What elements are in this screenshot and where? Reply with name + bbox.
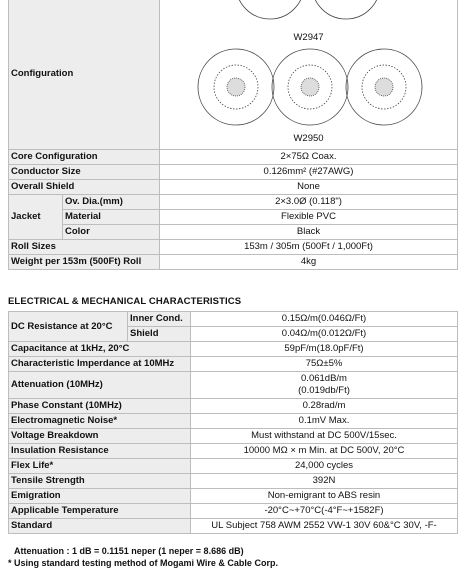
conductor-size-value: 0.126mm² (#27AWG) bbox=[160, 165, 457, 179]
roll-sizes-value: 153m / 305m (500Ft / 1,000Ft) bbox=[160, 240, 457, 254]
phase-constant-label: Phase Constant (10MHz) bbox=[9, 399, 190, 413]
em-noise-label: Electromagnetic Noise* bbox=[9, 414, 190, 428]
jacket-label: Jacket bbox=[9, 195, 62, 239]
insulation-resistance-label: Insulation Resistance bbox=[9, 444, 190, 458]
table-row bbox=[9, 342, 457, 356]
cable-cross-sections bbox=[160, 0, 457, 149]
table-row bbox=[9, 195, 457, 209]
attenuation-label: Attenuation (10MHz) bbox=[9, 372, 190, 398]
voltage-breakdown-label: Voltage Breakdown bbox=[9, 429, 190, 443]
standard-label: Standard bbox=[9, 519, 190, 533]
capacitance-label: Capacitance at 1kHz, 20°C bbox=[9, 342, 190, 356]
table-row bbox=[9, 474, 457, 488]
insulation-resistance-value: 10000 MΩ × m Min. at DC 500V, 20°C bbox=[191, 444, 457, 458]
table-row bbox=[9, 414, 457, 428]
table-row bbox=[9, 459, 457, 473]
cable-code-w2950: W2950 bbox=[293, 133, 324, 144]
configuration-table bbox=[8, 0, 458, 270]
table-row bbox=[9, 489, 457, 503]
standard-value: UL Subject 758 AWM 2552 VW-1 30V 60&°C 30V, -F- bbox=[191, 519, 457, 533]
configuration-label: Configuration bbox=[9, 0, 159, 149]
cable-code-w2947: W2947 bbox=[293, 32, 324, 43]
table-row bbox=[9, 399, 457, 413]
table-row bbox=[9, 444, 457, 458]
w2947-cable-drawing bbox=[236, 0, 380, 19]
color-label: Color bbox=[63, 225, 159, 239]
w2950-cable-drawing bbox=[198, 49, 422, 125]
table-row bbox=[9, 225, 457, 239]
color-value: Black bbox=[160, 225, 457, 239]
shield-label: Shield bbox=[128, 327, 190, 341]
flex-life-value: 24,000 cycles bbox=[191, 459, 457, 473]
table-row bbox=[9, 240, 457, 254]
ov-dia-label: Ov. Dia.(mm) bbox=[63, 195, 159, 209]
electrical-table bbox=[8, 311, 458, 534]
applicable-temperature-label: Applicable Temperature bbox=[9, 504, 190, 518]
attenuation-value-metric: 0.061dB/m bbox=[301, 373, 347, 384]
emigration-label: Emigration bbox=[9, 489, 190, 503]
ov-dia-value: 2×3.0Ø (0.118") bbox=[160, 195, 457, 209]
electrical-heading: ELECTRICAL & MECHANICAL CHARACTERISTICS bbox=[8, 296, 242, 307]
material-value: Flexible PVC bbox=[160, 210, 457, 224]
table-row bbox=[9, 372, 457, 398]
shield-value: 0.04Ω/m(0.012Ω/Ft) bbox=[191, 327, 457, 341]
attenuation-value-imperial: (0.019db/Ft) bbox=[298, 385, 350, 396]
cable-cross-section-drawing bbox=[160, 0, 456, 147]
em-noise-value: 0.1mV Max. bbox=[191, 414, 457, 428]
inner-cond-value: 0.15Ω/m(0.046Ω/Ft) bbox=[191, 312, 457, 326]
table-row bbox=[9, 150, 457, 164]
inner-cond-label: Inner Cond. bbox=[128, 312, 190, 326]
voltage-breakdown-value: Must withstand at DC 500V/15sec. bbox=[191, 429, 457, 443]
flex-life-label: Flex Life* bbox=[9, 459, 190, 473]
attenuation-footnote: Attenuation : 1 dB = 0.1151 neper (1 neper = 8.686 dB) bbox=[14, 546, 244, 556]
conductor-size-label: Conductor Size bbox=[9, 165, 159, 179]
impedance-label: Characteristic Imperdance at 10MHz bbox=[9, 357, 190, 371]
core-configuration-label: Core Configuration bbox=[9, 150, 159, 164]
table-row bbox=[9, 255, 457, 269]
phase-constant-value: 0.28rad/m bbox=[191, 399, 457, 413]
table-row bbox=[9, 180, 457, 194]
applicable-temperature-value: -20°C~+70°C(-4°F~+1582F) bbox=[191, 504, 457, 518]
table-row bbox=[9, 165, 457, 179]
table-row bbox=[9, 210, 457, 224]
tensile-strength-value: 392N bbox=[191, 474, 457, 488]
weight-value: 4kg bbox=[160, 255, 457, 269]
table-row bbox=[9, 312, 457, 326]
roll-sizes-label: Roll Sizes bbox=[9, 240, 159, 254]
table-row bbox=[9, 357, 457, 371]
tensile-strength-label: Tensile Strength bbox=[9, 474, 190, 488]
table-row bbox=[9, 504, 457, 518]
overall-shield-value: None bbox=[160, 180, 457, 194]
attenuation-value bbox=[191, 372, 457, 398]
weight-label: Weight per 153m (500Ft) Roll bbox=[9, 255, 159, 269]
table-row bbox=[9, 429, 457, 443]
impedance-value: 75Ω±5% bbox=[191, 357, 457, 371]
material-label: Material bbox=[63, 210, 159, 224]
overall-shield-label: Overall Shield bbox=[9, 180, 159, 194]
table-row bbox=[9, 519, 457, 533]
emigration-value: Non-emigrant to ABS resin bbox=[191, 489, 457, 503]
testing-footnote: * Using standard testing method of Mogami Wire & Cable Corp. bbox=[8, 558, 278, 568]
capacitance-value: 59pF/m(18.0pF/Ft) bbox=[191, 342, 457, 356]
core-configuration-value: 2×75Ω Coax. bbox=[160, 150, 457, 164]
dc-resistance-label: DC Resistance at 20°C bbox=[9, 312, 127, 341]
